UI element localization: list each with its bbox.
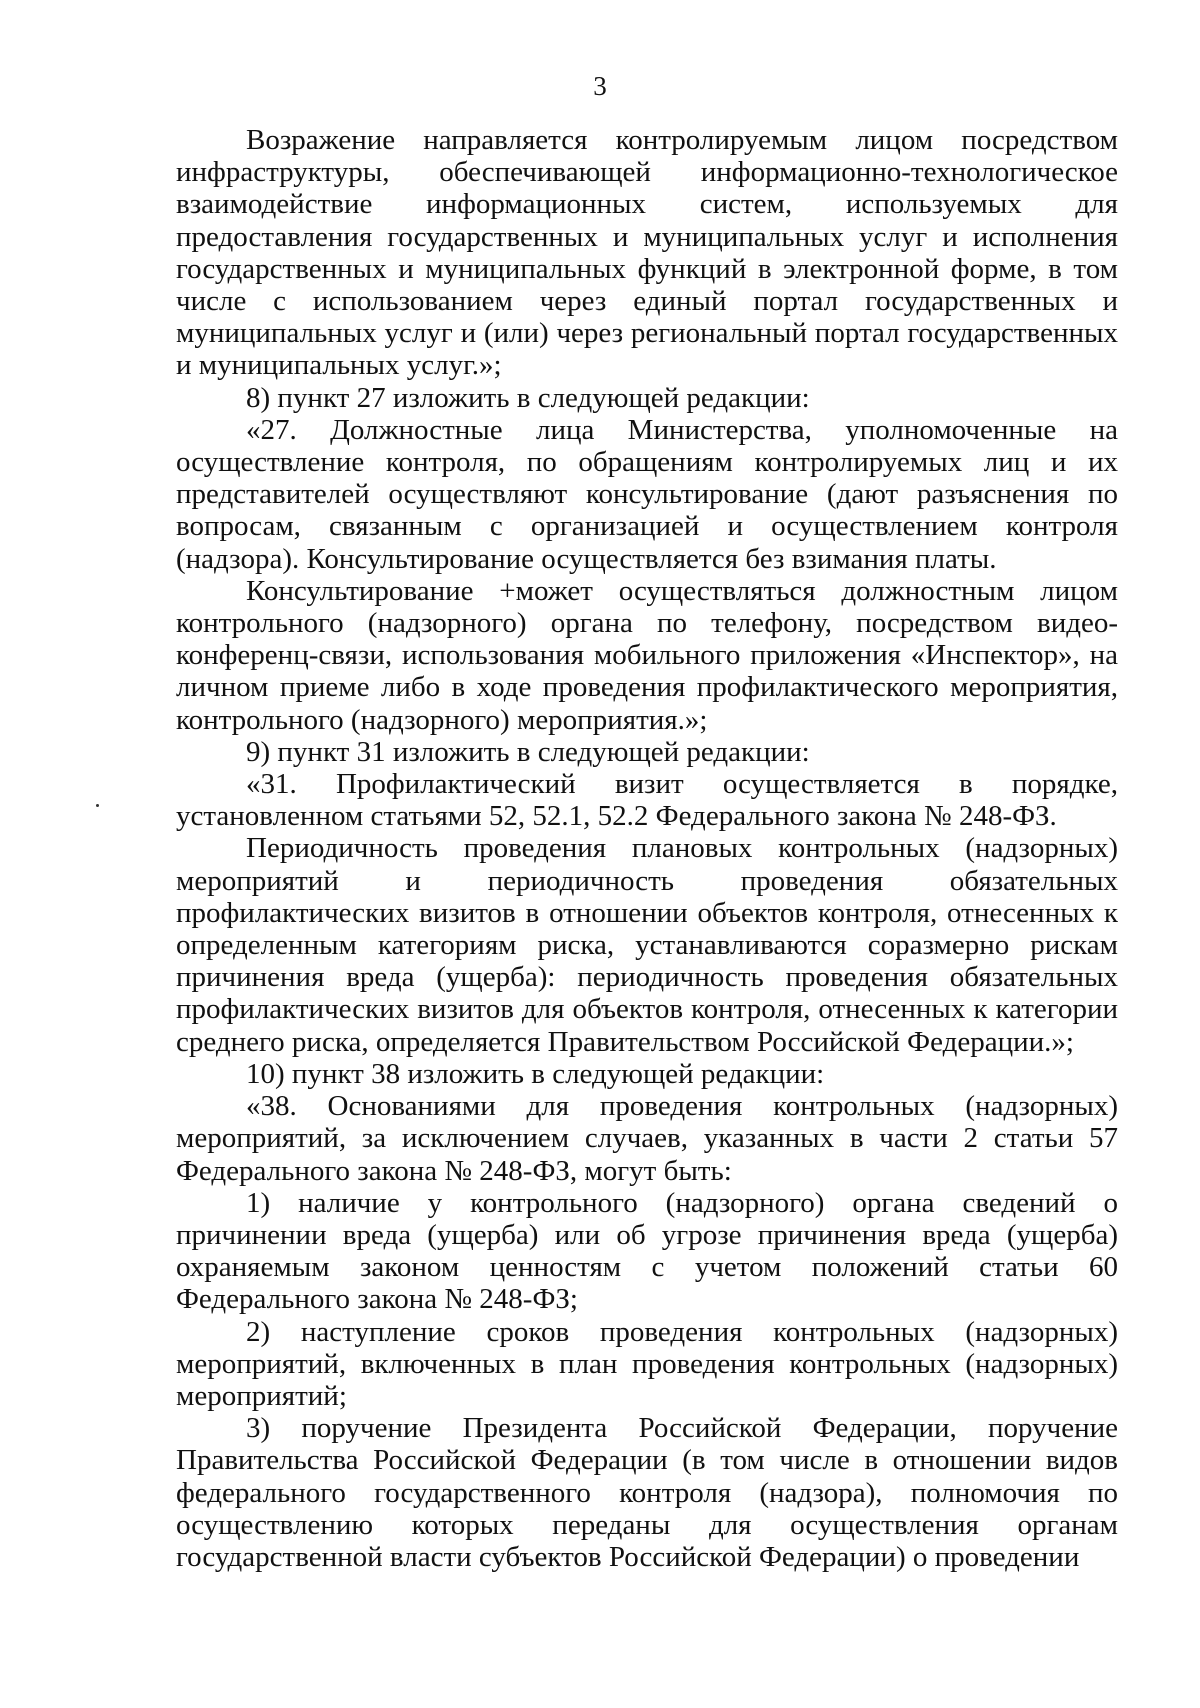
paragraph-point-38: «38. Основаниями для проведения контрольных (надзорных) мероприятий, за исключением случаев, указанных в части 2 статьи 57 Федерального закона № 248-ФЗ, могут быть:: [176, 1090, 1118, 1187]
paragraph-ground-2: 2) наступление сроков проведения контрольных (надзорных) мероприятий, включенных в план проведения контрольных (надзорных) мероприятий;: [176, 1315, 1118, 1412]
paragraph-periodicity: Периодичность проведения плановых контрольных (надзорных) мероприятий и периодичность проведения обязательных профилактических визитов в отношении объектов контроля, отнесенных к определенным категориям риска, устанавливаются соразмерно рискам причинения вреда (ущерба): периодичность проведения обязательных профилактических визитов для объектов контроля, отнесенных к категории среднего риска, определяется Правительством Российской Федерации.»;: [176, 832, 1118, 1058]
page-number: 3: [593, 71, 607, 101]
paragraph-item-8: 8) пункт 27 изложить в следующей редакции:: [246, 381, 810, 414]
paragraph-ground-1: 1) наличие у контрольного (надзорного) органа сведений о причинении вреда (ущерба) или об угрозе причинения вреда (ущерба) охраняемым законом ценностям с учетом положений статьи 60 Федерального закона № 248-ФЗ;: [176, 1186, 1118, 1316]
paragraph-objection-channel: Возражение направляется контролируемым лицом посредством инфраструктуры, обеспечивающей информационно-технологическое взаимодействие информационных систем, используемых для предоставления государственных и муниципальных услуг и исполнения государственных и муниципальных функций в электронной форме, в том числе с использованием через единый портал государственных и муниципальных услуг и (или) через региональный портал государственных и муниципальных услуг.»;: [176, 124, 1118, 382]
paragraph-point-31: «31. Профилактический визит осуществляется в порядке, установленном статьями 52, 52.1, 52.2 Федерального закона № 248-ФЗ.: [176, 768, 1118, 833]
paragraph-item-10: 10) пункт 38 изложить в следующей редакции:: [246, 1057, 825, 1090]
document-body: [176, 124, 1118, 1573]
paragraph-consultation-methods: Консультирование +может осуществляться должностным лицом контрольного (надзорного) органа по телефону, посредством видео-конференц-связи, использования мобильного приложения «Инспектор», на личном приеме либо в ходе проведения профилактического мероприятия, контрольного (надзорного) мероприятия.»;: [176, 574, 1118, 736]
paragraph-item-9: 9) пункт 31 изложить в следующей редакции:: [246, 735, 810, 768]
paragraph-ground-3: 3) поручение Президента Российской Федерации, поручение Правительства Российской Федерации (в том числе в отношении видов федерального государственного контроля (надзора), полномочия по осуществлению которых переданы для осуществления органам государственной власти субъектов Российской Федерации) о проведении: [176, 1412, 1118, 1573]
margin-mark: [96, 804, 99, 807]
paragraph-point-27: «27. Должностные лица Министерства, уполномоченные на осуществление контроля, по обращениям контролируемых лиц и их представителей осуществляют консультирование (дают разъяснения по вопросам, связанным с организацией и осуществлением контроля (надзора). Консультирование осуществляется без взимания платы.: [176, 413, 1118, 575]
